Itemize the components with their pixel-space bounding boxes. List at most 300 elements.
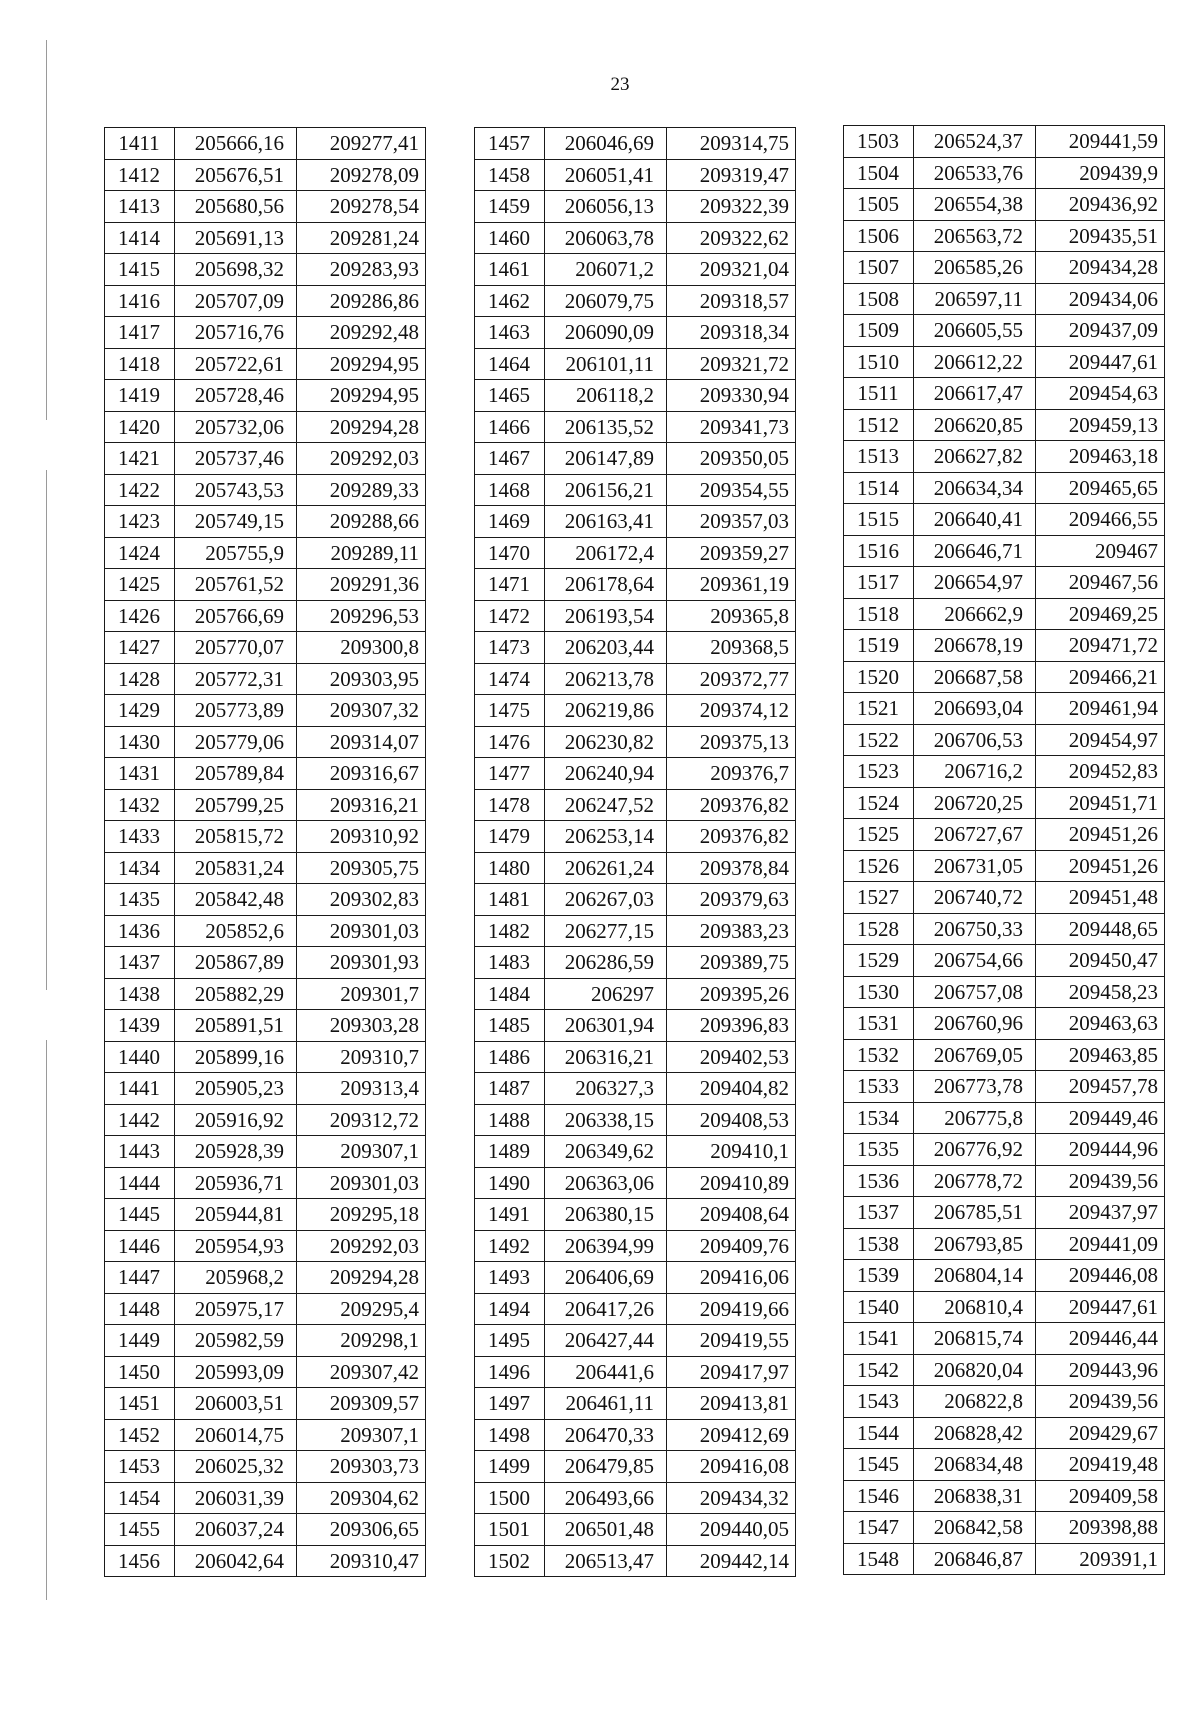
point-number-cell: 1501 — [475, 1514, 545, 1546]
y-coordinate-cell: 209441,59 — [1036, 126, 1165, 158]
table-row — [105, 852, 426, 884]
x-coordinate-cell: 206178,64 — [545, 569, 667, 601]
x-coordinate-cell: 205728,46 — [175, 380, 297, 412]
x-coordinate-cell: 206406,69 — [545, 1262, 667, 1294]
x-coordinate-cell: 206662,9 — [914, 598, 1036, 630]
y-coordinate-cell: 209301,93 — [297, 947, 426, 979]
x-coordinate-cell: 206778,72 — [914, 1165, 1036, 1197]
x-coordinate-cell: 206834,48 — [914, 1449, 1036, 1481]
point-number-cell: 1465 — [475, 380, 545, 412]
table-row — [475, 1104, 796, 1136]
x-coordinate-cell: 206037,24 — [175, 1514, 297, 1546]
x-coordinate-cell: 206640,41 — [914, 504, 1036, 536]
point-number-cell: 1504 — [844, 157, 914, 189]
y-coordinate-cell: 209442,14 — [667, 1545, 796, 1577]
x-coordinate-cell: 205766,69 — [175, 600, 297, 632]
y-coordinate-cell: 209291,36 — [297, 569, 426, 601]
table-row — [844, 315, 1165, 347]
table-row — [844, 1134, 1165, 1166]
point-number-cell: 1452 — [105, 1419, 175, 1451]
x-coordinate-cell: 206646,71 — [914, 535, 1036, 567]
x-coordinate-cell: 206620,85 — [914, 409, 1036, 441]
y-coordinate-cell: 209316,21 — [297, 789, 426, 821]
point-number-cell: 1548 — [844, 1543, 914, 1575]
y-coordinate-cell: 209469,25 — [1036, 598, 1165, 630]
coordinates-table-2 — [474, 127, 796, 1577]
y-coordinate-cell: 209303,95 — [297, 663, 426, 695]
point-number-cell: 1494 — [475, 1293, 545, 1325]
y-coordinate-cell: 209294,95 — [297, 380, 426, 412]
table-row — [105, 1356, 426, 1388]
table-row — [475, 852, 796, 884]
x-coordinate-cell: 206417,26 — [545, 1293, 667, 1325]
table-row — [844, 724, 1165, 756]
point-number-cell: 1506 — [844, 220, 914, 252]
x-coordinate-cell: 205722,61 — [175, 348, 297, 380]
x-coordinate-cell: 205755,9 — [175, 537, 297, 569]
point-number-cell: 1445 — [105, 1199, 175, 1231]
table-row — [475, 1451, 796, 1483]
coordinates-table-3 — [843, 125, 1165, 1575]
x-coordinate-cell: 205928,39 — [175, 1136, 297, 1168]
y-coordinate-cell: 209374,12 — [667, 695, 796, 727]
y-coordinate-cell: 209368,5 — [667, 632, 796, 664]
table-row — [105, 1482, 426, 1514]
y-coordinate-cell: 209413,81 — [667, 1388, 796, 1420]
x-coordinate-cell: 206286,59 — [545, 947, 667, 979]
point-number-cell: 1515 — [844, 504, 914, 536]
table-row — [475, 569, 796, 601]
point-number-cell: 1539 — [844, 1260, 914, 1292]
point-number-cell: 1495 — [475, 1325, 545, 1357]
point-number-cell: 1418 — [105, 348, 175, 380]
x-coordinate-cell: 206297 — [545, 978, 667, 1010]
y-coordinate-cell: 209410,1 — [667, 1136, 796, 1168]
scan-margin-mark — [46, 40, 47, 420]
point-number-cell: 1469 — [475, 506, 545, 538]
point-number-cell: 1470 — [475, 537, 545, 569]
x-coordinate-cell: 206804,14 — [914, 1260, 1036, 1292]
point-number-cell: 1434 — [105, 852, 175, 884]
y-coordinate-cell: 209463,85 — [1036, 1039, 1165, 1071]
y-coordinate-cell: 209281,24 — [297, 222, 426, 254]
table-row — [475, 1167, 796, 1199]
x-coordinate-cell: 206101,11 — [545, 348, 667, 380]
table-row — [844, 283, 1165, 315]
point-number-cell: 1514 — [844, 472, 914, 504]
point-number-cell: 1479 — [475, 821, 545, 853]
x-coordinate-cell: 206441,6 — [545, 1356, 667, 1388]
x-coordinate-cell: 205799,25 — [175, 789, 297, 821]
point-number-cell: 1522 — [844, 724, 914, 756]
x-coordinate-cell: 206838,31 — [914, 1480, 1036, 1512]
y-coordinate-cell: 209437,09 — [1036, 315, 1165, 347]
x-coordinate-cell: 206693,04 — [914, 693, 1036, 725]
y-coordinate-cell: 209372,77 — [667, 663, 796, 695]
y-coordinate-cell: 209278,09 — [297, 159, 426, 191]
x-coordinate-cell: 206617,47 — [914, 378, 1036, 410]
table-row — [475, 1136, 796, 1168]
point-number-cell: 1456 — [105, 1545, 175, 1577]
table-row — [475, 789, 796, 821]
y-coordinate-cell: 209313,4 — [297, 1073, 426, 1105]
table-row — [844, 504, 1165, 536]
y-coordinate-cell: 209434,32 — [667, 1482, 796, 1514]
table-row — [105, 947, 426, 979]
y-coordinate-cell: 209408,64 — [667, 1199, 796, 1231]
x-coordinate-cell: 205993,09 — [175, 1356, 297, 1388]
y-coordinate-cell: 209309,57 — [297, 1388, 426, 1420]
point-number-cell: 1498 — [475, 1419, 545, 1451]
x-coordinate-cell: 206063,78 — [545, 222, 667, 254]
table-row — [844, 1386, 1165, 1418]
point-number-cell: 1476 — [475, 726, 545, 758]
point-number-cell: 1497 — [475, 1388, 545, 1420]
x-coordinate-cell: 206513,47 — [545, 1545, 667, 1577]
table-row — [105, 380, 426, 412]
table-row — [844, 1071, 1165, 1103]
x-coordinate-cell: 206842,58 — [914, 1512, 1036, 1544]
table-row — [844, 1543, 1165, 1575]
x-coordinate-cell: 206627,82 — [914, 441, 1036, 473]
table-row — [475, 348, 796, 380]
x-coordinate-cell: 206754,66 — [914, 945, 1036, 977]
table-row — [844, 661, 1165, 693]
x-coordinate-cell: 206135,52 — [545, 411, 667, 443]
point-number-cell: 1500 — [475, 1482, 545, 1514]
table-row — [844, 1260, 1165, 1292]
x-coordinate-cell: 206056,13 — [545, 191, 667, 223]
point-number-cell: 1423 — [105, 506, 175, 538]
table-row — [105, 726, 426, 758]
point-number-cell: 1426 — [105, 600, 175, 632]
x-coordinate-cell: 206349,62 — [545, 1136, 667, 1168]
x-coordinate-cell: 206740,72 — [914, 882, 1036, 914]
point-number-cell: 1496 — [475, 1356, 545, 1388]
table-row — [844, 1291, 1165, 1323]
y-coordinate-cell: 209310,47 — [297, 1545, 426, 1577]
y-coordinate-cell: 209452,83 — [1036, 756, 1165, 788]
x-coordinate-cell: 205698,32 — [175, 254, 297, 286]
point-number-cell: 1505 — [844, 189, 914, 221]
x-coordinate-cell: 206612,22 — [914, 346, 1036, 378]
x-coordinate-cell: 206750,33 — [914, 913, 1036, 945]
y-coordinate-cell: 209354,55 — [667, 474, 796, 506]
point-number-cell: 1459 — [475, 191, 545, 223]
table-row — [844, 1008, 1165, 1040]
point-number-cell: 1414 — [105, 222, 175, 254]
point-number-cell: 1521 — [844, 693, 914, 725]
table-row — [844, 630, 1165, 662]
x-coordinate-cell: 206501,48 — [545, 1514, 667, 1546]
y-coordinate-cell: 209419,55 — [667, 1325, 796, 1357]
x-coordinate-cell: 206605,55 — [914, 315, 1036, 347]
point-number-cell: 1483 — [475, 947, 545, 979]
point-number-cell: 1441 — [105, 1073, 175, 1105]
y-coordinate-cell: 209314,07 — [297, 726, 426, 758]
x-coordinate-cell: 206394,99 — [545, 1230, 667, 1262]
point-number-cell: 1444 — [105, 1167, 175, 1199]
y-coordinate-cell: 209446,44 — [1036, 1323, 1165, 1355]
point-number-cell: 1502 — [475, 1545, 545, 1577]
point-number-cell: 1512 — [844, 409, 914, 441]
x-coordinate-cell: 206163,41 — [545, 506, 667, 538]
point-number-cell: 1411 — [105, 128, 175, 160]
x-coordinate-cell: 206267,03 — [545, 884, 667, 916]
table-row — [105, 1073, 426, 1105]
x-coordinate-cell: 206706,53 — [914, 724, 1036, 756]
y-coordinate-cell: 209447,61 — [1036, 1291, 1165, 1323]
table-row — [844, 1512, 1165, 1544]
y-coordinate-cell: 209314,75 — [667, 128, 796, 160]
y-coordinate-cell: 209357,03 — [667, 506, 796, 538]
x-coordinate-cell: 206380,15 — [545, 1199, 667, 1231]
x-coordinate-cell: 205936,71 — [175, 1167, 297, 1199]
x-coordinate-cell: 205707,09 — [175, 285, 297, 317]
point-number-cell: 1450 — [105, 1356, 175, 1388]
point-number-cell: 1490 — [475, 1167, 545, 1199]
point-number-cell: 1488 — [475, 1104, 545, 1136]
y-coordinate-cell: 209436,92 — [1036, 189, 1165, 221]
table-row — [844, 346, 1165, 378]
y-coordinate-cell: 209451,26 — [1036, 850, 1165, 882]
table-row — [475, 1419, 796, 1451]
table-row — [475, 884, 796, 916]
x-coordinate-cell: 206727,67 — [914, 819, 1036, 851]
point-number-cell: 1435 — [105, 884, 175, 916]
y-coordinate-cell: 209321,72 — [667, 348, 796, 380]
x-coordinate-cell: 206493,66 — [545, 1482, 667, 1514]
y-coordinate-cell: 209322,39 — [667, 191, 796, 223]
y-coordinate-cell: 209318,34 — [667, 317, 796, 349]
x-coordinate-cell: 206533,76 — [914, 157, 1036, 189]
y-coordinate-cell: 209322,62 — [667, 222, 796, 254]
point-number-cell: 1413 — [105, 191, 175, 223]
x-coordinate-cell: 205891,51 — [175, 1010, 297, 1042]
x-coordinate-cell: 206810,4 — [914, 1291, 1036, 1323]
x-coordinate-cell: 206247,52 — [545, 789, 667, 821]
y-coordinate-cell: 209376,82 — [667, 821, 796, 853]
point-number-cell: 1485 — [475, 1010, 545, 1042]
point-number-cell: 1454 — [105, 1482, 175, 1514]
y-coordinate-cell: 209439,9 — [1036, 157, 1165, 189]
point-number-cell: 1530 — [844, 976, 914, 1008]
point-number-cell: 1526 — [844, 850, 914, 882]
y-coordinate-cell: 209447,61 — [1036, 346, 1165, 378]
table-row — [475, 695, 796, 727]
y-coordinate-cell: 209443,96 — [1036, 1354, 1165, 1386]
point-number-cell: 1455 — [105, 1514, 175, 1546]
table-row — [844, 1480, 1165, 1512]
x-coordinate-cell: 205831,24 — [175, 852, 297, 884]
table-row — [844, 189, 1165, 221]
point-number-cell: 1439 — [105, 1010, 175, 1042]
x-coordinate-cell: 206316,21 — [545, 1041, 667, 1073]
y-coordinate-cell: 209412,69 — [667, 1419, 796, 1451]
point-number-cell: 1425 — [105, 569, 175, 601]
point-number-cell: 1475 — [475, 695, 545, 727]
table-row — [105, 411, 426, 443]
x-coordinate-cell: 206031,39 — [175, 1482, 297, 1514]
table-row — [105, 506, 426, 538]
table-row — [844, 850, 1165, 882]
table-row — [844, 535, 1165, 567]
y-coordinate-cell: 209454,97 — [1036, 724, 1165, 756]
x-coordinate-cell: 205772,31 — [175, 663, 297, 695]
x-coordinate-cell: 205773,89 — [175, 695, 297, 727]
table-row — [844, 1354, 1165, 1386]
y-coordinate-cell: 209441,09 — [1036, 1228, 1165, 1260]
table-row — [475, 317, 796, 349]
table-row — [105, 191, 426, 223]
point-number-cell: 1443 — [105, 1136, 175, 1168]
x-coordinate-cell: 205975,17 — [175, 1293, 297, 1325]
point-number-cell: 1415 — [105, 254, 175, 286]
point-number-cell: 1545 — [844, 1449, 914, 1481]
point-number-cell: 1484 — [475, 978, 545, 1010]
y-coordinate-cell: 209439,56 — [1036, 1165, 1165, 1197]
y-coordinate-cell: 209419,48 — [1036, 1449, 1165, 1481]
y-coordinate-cell: 209301,7 — [297, 978, 426, 1010]
x-coordinate-cell: 205852,6 — [175, 915, 297, 947]
table-row — [844, 1102, 1165, 1134]
table-row — [105, 789, 426, 821]
y-coordinate-cell: 209439,56 — [1036, 1386, 1165, 1418]
point-number-cell: 1467 — [475, 443, 545, 475]
table-row — [844, 976, 1165, 1008]
point-number-cell: 1451 — [105, 1388, 175, 1420]
x-coordinate-cell: 206634,34 — [914, 472, 1036, 504]
table-row — [105, 128, 426, 160]
table-row — [105, 695, 426, 727]
table-row — [105, 285, 426, 317]
y-coordinate-cell: 209450,47 — [1036, 945, 1165, 977]
y-coordinate-cell: 209307,42 — [297, 1356, 426, 1388]
y-coordinate-cell: 209471,72 — [1036, 630, 1165, 662]
point-number-cell: 1533 — [844, 1071, 914, 1103]
point-number-cell: 1442 — [105, 1104, 175, 1136]
y-coordinate-cell: 209465,65 — [1036, 472, 1165, 504]
table-row — [844, 472, 1165, 504]
y-coordinate-cell: 209466,21 — [1036, 661, 1165, 693]
x-coordinate-cell: 205982,59 — [175, 1325, 297, 1357]
point-number-cell: 1516 — [844, 535, 914, 567]
y-coordinate-cell: 209289,33 — [297, 474, 426, 506]
y-coordinate-cell: 209316,67 — [297, 758, 426, 790]
point-number-cell: 1446 — [105, 1230, 175, 1262]
point-number-cell: 1440 — [105, 1041, 175, 1073]
point-number-cell: 1489 — [475, 1136, 545, 1168]
x-coordinate-cell: 206363,06 — [545, 1167, 667, 1199]
table-row — [475, 1041, 796, 1073]
table-row — [105, 1293, 426, 1325]
y-coordinate-cell: 209408,53 — [667, 1104, 796, 1136]
y-coordinate-cell: 209319,47 — [667, 159, 796, 191]
page-number: 23 — [610, 74, 630, 95]
table-row — [105, 1010, 426, 1042]
y-coordinate-cell: 209466,55 — [1036, 504, 1165, 536]
x-coordinate-cell: 206079,75 — [545, 285, 667, 317]
y-coordinate-cell: 209302,83 — [297, 884, 426, 916]
x-coordinate-cell: 206118,2 — [545, 380, 667, 412]
x-coordinate-cell: 206716,2 — [914, 756, 1036, 788]
point-number-cell: 1482 — [475, 915, 545, 947]
table-row — [475, 1230, 796, 1262]
point-number-cell: 1429 — [105, 695, 175, 727]
y-coordinate-cell: 209457,78 — [1036, 1071, 1165, 1103]
y-coordinate-cell: 209310,7 — [297, 1041, 426, 1073]
y-coordinate-cell: 209446,08 — [1036, 1260, 1165, 1292]
y-coordinate-cell: 209295,18 — [297, 1199, 426, 1231]
table-row — [105, 915, 426, 947]
y-coordinate-cell: 209283,93 — [297, 254, 426, 286]
y-coordinate-cell: 209298,1 — [297, 1325, 426, 1357]
point-number-cell: 1491 — [475, 1199, 545, 1231]
point-number-cell: 1412 — [105, 159, 175, 191]
point-number-cell: 1493 — [475, 1262, 545, 1294]
table-row — [105, 1451, 426, 1483]
y-coordinate-cell: 209410,89 — [667, 1167, 796, 1199]
y-coordinate-cell: 209376,82 — [667, 789, 796, 821]
point-number-cell: 1492 — [475, 1230, 545, 1262]
x-coordinate-cell: 206846,87 — [914, 1543, 1036, 1575]
coordinates-table-1 — [104, 127, 426, 1577]
y-coordinate-cell: 209318,57 — [667, 285, 796, 317]
point-number-cell: 1486 — [475, 1041, 545, 1073]
y-coordinate-cell: 209294,28 — [297, 1262, 426, 1294]
point-number-cell: 1543 — [844, 1386, 914, 1418]
table-row — [105, 632, 426, 664]
point-number-cell: 1416 — [105, 285, 175, 317]
point-number-cell: 1458 — [475, 159, 545, 191]
table-row — [105, 569, 426, 601]
x-coordinate-cell: 206785,51 — [914, 1197, 1036, 1229]
x-coordinate-cell: 206461,11 — [545, 1388, 667, 1420]
table-row — [475, 191, 796, 223]
x-coordinate-cell: 205666,16 — [175, 128, 297, 160]
y-coordinate-cell: 209404,82 — [667, 1073, 796, 1105]
y-coordinate-cell: 209383,23 — [667, 915, 796, 947]
y-coordinate-cell: 209330,94 — [667, 380, 796, 412]
point-number-cell: 1528 — [844, 913, 914, 945]
y-coordinate-cell: 209312,72 — [297, 1104, 426, 1136]
x-coordinate-cell: 206240,94 — [545, 758, 667, 790]
x-coordinate-cell: 206156,21 — [545, 474, 667, 506]
table-row — [105, 1545, 426, 1577]
y-coordinate-cell: 209300,8 — [297, 632, 426, 664]
x-coordinate-cell: 205789,84 — [175, 758, 297, 790]
table-row — [475, 537, 796, 569]
point-number-cell: 1531 — [844, 1008, 914, 1040]
point-number-cell: 1480 — [475, 852, 545, 884]
x-coordinate-cell: 205944,81 — [175, 1199, 297, 1231]
y-coordinate-cell: 209305,75 — [297, 852, 426, 884]
point-number-cell: 1547 — [844, 1512, 914, 1544]
x-coordinate-cell: 206731,05 — [914, 850, 1036, 882]
point-number-cell: 1487 — [475, 1073, 545, 1105]
x-coordinate-cell: 206828,42 — [914, 1417, 1036, 1449]
y-coordinate-cell: 209294,28 — [297, 411, 426, 443]
point-number-cell: 1464 — [475, 348, 545, 380]
point-number-cell: 1474 — [475, 663, 545, 695]
table-row — [844, 1039, 1165, 1071]
x-coordinate-cell: 205676,51 — [175, 159, 297, 191]
table-row — [105, 1199, 426, 1231]
y-coordinate-cell: 209294,95 — [297, 348, 426, 380]
table-row — [844, 441, 1165, 473]
point-number-cell: 1438 — [105, 978, 175, 1010]
x-coordinate-cell: 205779,06 — [175, 726, 297, 758]
